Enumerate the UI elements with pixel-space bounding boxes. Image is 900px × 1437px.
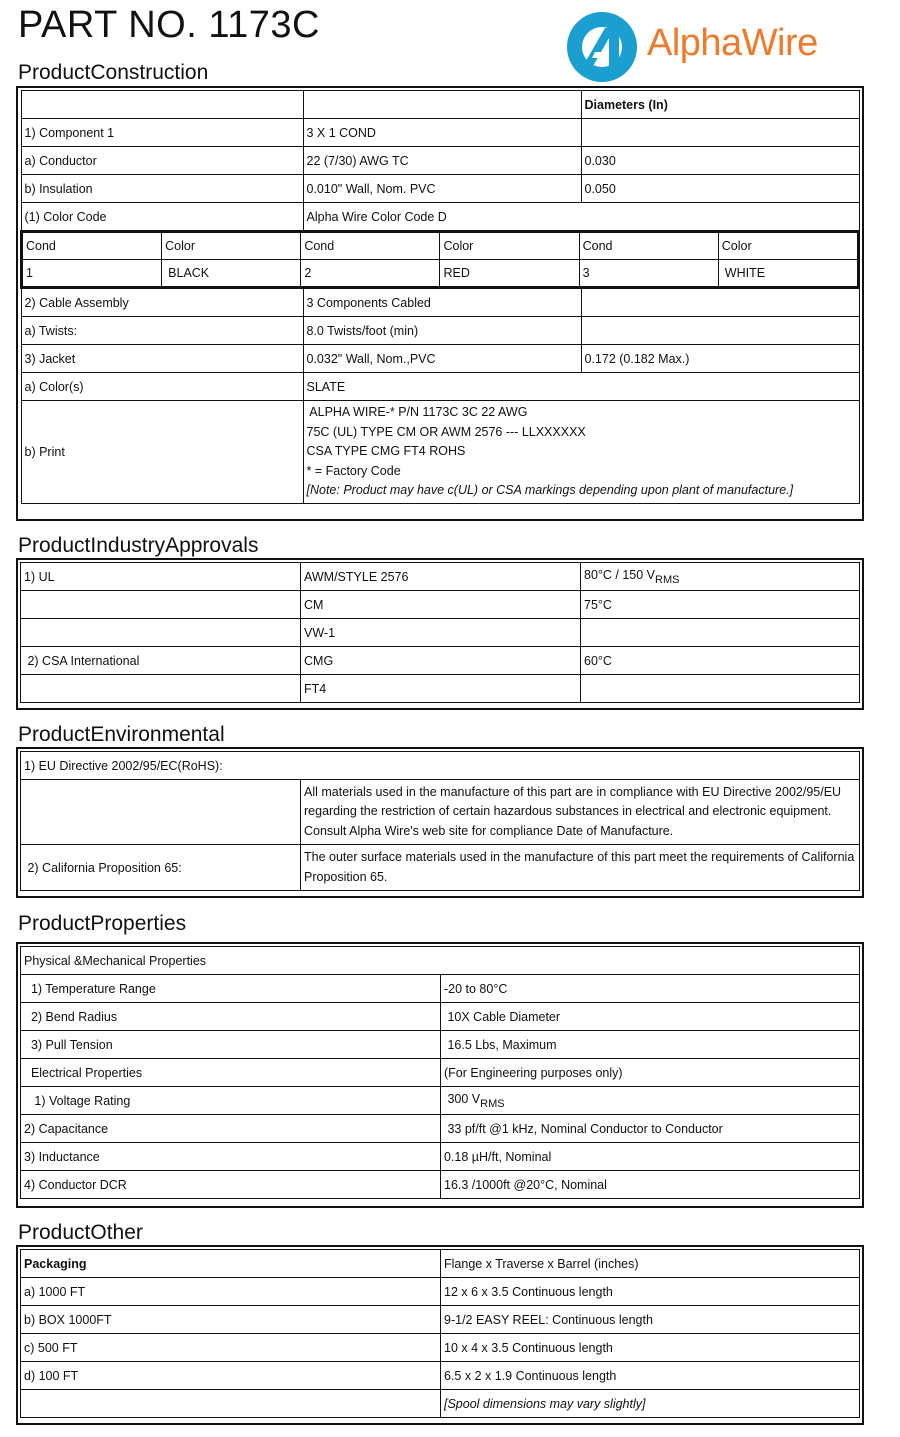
row-label: 4) Conductor DCR — [21, 1171, 441, 1199]
color-value-cell: 1 — [23, 260, 162, 287]
color-header-cell: Color — [718, 233, 857, 260]
table-row — [21, 373, 859, 401]
table-row — [21, 591, 860, 619]
row-label: c) 500 FT — [21, 1334, 441, 1362]
prop65-label: 2) California Proposition 65: — [21, 845, 301, 891]
row-label — [21, 619, 301, 647]
row-label: 3) Jacket — [21, 345, 303, 373]
table-row — [21, 1334, 860, 1362]
row-rating — [581, 619, 860, 647]
row-value: CMG — [301, 647, 581, 675]
row-value: 9-1/2 EASY REEL: Continuous length — [441, 1306, 860, 1334]
table-row — [21, 563, 860, 591]
row-value: 0.010" Wall, Nom. PVC — [303, 175, 581, 203]
prop65-text: The outer surface materials used in the manufacture of this part meet the requirements of California Proposition 65. — [301, 845, 860, 891]
row-diameter: 0.050 — [581, 175, 859, 203]
row-value: 12 x 6 x 3.5 Continuous length — [441, 1278, 860, 1306]
row-value: -20 to 80°C — [441, 975, 860, 1003]
section-title-environmental: ProductEnvironmental — [18, 723, 225, 746]
table-row — [21, 1031, 860, 1059]
voltage-subscript: RMS — [480, 1097, 505, 1110]
table-row — [21, 1115, 860, 1143]
row-diameter — [581, 317, 859, 345]
eu-directive-label: 1) EU Directive 2002/95/EC(RoHS): — [21, 752, 860, 780]
row-label: b) BOX 1000FT — [21, 1306, 441, 1334]
print-line: 75C (UL) TYPE CM OR AWM 2576 --- LLXXXXXX — [306, 424, 586, 439]
row-label: 3) Pull Tension — [21, 1031, 441, 1059]
spool-note: [Spool dimensions may vary slightly] — [441, 1390, 860, 1418]
row-value: 3 X 1 COND — [303, 119, 581, 147]
construction-table — [16, 86, 864, 521]
part-number-title: PART NO. 1173C — [18, 4, 320, 46]
row-value: 10X Cable Diameter — [441, 1003, 860, 1031]
row-diameter — [581, 288, 859, 317]
table-row — [21, 780, 860, 845]
row-value: VW-1 — [301, 619, 581, 647]
row-label: 2) Capacitance — [21, 1115, 441, 1143]
table-row — [21, 947, 860, 975]
table-row — [21, 1143, 860, 1171]
row-label: 1) UL — [21, 563, 301, 591]
row-label: a) Color(s) — [21, 373, 303, 401]
print-text — [303, 401, 859, 504]
color-value-cell: 2 — [301, 260, 440, 287]
table-row — [21, 752, 860, 780]
logo-wordmark: AlphaWire — [647, 22, 818, 64]
row-value: CM — [301, 591, 581, 619]
table-row — [21, 675, 860, 703]
voltage-text: 300 V — [444, 1091, 481, 1106]
row-label: 2) Cable Assembly — [21, 288, 303, 317]
row-diameter — [581, 119, 859, 147]
construction-header-row — [21, 91, 859, 119]
table-row — [21, 975, 860, 1003]
row-value: 8.0 Twists/foot (min) — [303, 317, 581, 345]
table-row — [21, 175, 859, 203]
alphawire-logo — [563, 8, 843, 84]
diameters-header: Diameters (In) — [581, 91, 859, 119]
color-header-cell: Color — [162, 233, 301, 260]
color-code-row — [21, 231, 859, 288]
row-label: b) Insulation — [21, 175, 303, 203]
environmental-table — [16, 747, 864, 898]
row-rating: 60°C — [581, 647, 860, 675]
table-row — [21, 1278, 860, 1306]
color-value-cell: RED — [440, 260, 579, 287]
print-label: b) Print — [21, 401, 303, 504]
row-value: 33 pf/ft @1 kHz, Nominal Conductor to Conductor — [441, 1115, 860, 1143]
table-row — [21, 1087, 860, 1115]
row-rating — [581, 675, 860, 703]
table-row — [21, 1306, 860, 1334]
table-row — [21, 288, 859, 317]
row-value: AWM/STYLE 2576 — [301, 563, 581, 591]
spool-dimensions-header: Flange x Traverse x Barrel (inches) — [441, 1250, 860, 1278]
row-label: 1) Component 1 — [21, 119, 303, 147]
row-diameter: 0.030 — [581, 147, 859, 175]
row-value: 16.3 /1000ft @20°C, Nominal — [441, 1171, 860, 1199]
row-label: 1) Temperature Range — [21, 975, 441, 1003]
section-title-construction: ProductConstruction — [18, 61, 209, 84]
table-row — [21, 119, 859, 147]
table-row — [21, 1362, 860, 1390]
table-row — [21, 345, 859, 373]
row-rating — [581, 563, 860, 591]
table-row — [21, 647, 860, 675]
rating-text: 80°C / 150 V — [584, 567, 656, 582]
row-value: 6.5 x 2 x 1.9 Continuous length — [441, 1362, 860, 1390]
color-code-header — [23, 233, 858, 260]
empty-cell — [21, 1390, 441, 1418]
color-code-table — [22, 232, 858, 287]
color-code-values — [23, 260, 858, 287]
row-label: (1) Color Code — [21, 203, 303, 232]
row-label: a) Twists: — [21, 317, 303, 345]
row-label: a) 1000 FT — [21, 1278, 441, 1306]
section-title-other: ProductOther — [18, 1221, 143, 1244]
table-row — [21, 317, 859, 345]
row-label: 3) Inductance — [21, 1143, 441, 1171]
row-label: 2) CSA International — [21, 647, 301, 675]
row-value: 0.032" Wall, Nom.,PVC — [303, 345, 581, 373]
row-value: (For Engineering purposes only) — [441, 1059, 860, 1087]
table-row — [21, 147, 859, 175]
row-label: a) Conductor — [21, 147, 303, 175]
approvals-table — [16, 558, 864, 710]
color-value-cell: WHITE — [718, 260, 857, 287]
table-row — [21, 619, 860, 647]
row-diameter: 0.172 (0.182 Max.) — [581, 345, 859, 373]
row-label: 1) Voltage Rating — [21, 1087, 441, 1115]
other-table — [16, 1245, 864, 1425]
print-row — [21, 401, 859, 504]
row-value: Alpha Wire Color Code D — [303, 203, 859, 232]
section-title-properties: ProductProperties — [18, 912, 187, 935]
color-header-cell: Cond — [301, 233, 440, 260]
row-value: 3 Components Cabled — [303, 288, 581, 317]
color-value-cell: 3 — [579, 260, 718, 287]
row-label: d) 100 FT — [21, 1362, 441, 1390]
row-value — [441, 1087, 860, 1115]
color-header-cell: Color — [440, 233, 579, 260]
row-label — [21, 591, 301, 619]
table-row — [21, 1390, 860, 1418]
row-value: 10 x 4 x 3.5 Continuous length — [441, 1334, 860, 1362]
physical-mechanical-header: Physical &Mechanical Properties — [21, 947, 860, 975]
properties-table — [16, 942, 864, 1208]
row-value: FT4 — [301, 675, 581, 703]
row-value: 0.18 µH/ft, Nominal — [441, 1143, 860, 1171]
print-line: ALPHA WIRE-* P/N 1173C 3C 22 AWG — [306, 405, 528, 419]
empty-cell — [21, 780, 301, 845]
table-row — [21, 1171, 860, 1199]
packaging-header: Packaging — [21, 1250, 441, 1278]
table-row — [21, 845, 860, 891]
table-row — [21, 1003, 860, 1031]
row-label: 2) Bend Radius — [21, 1003, 441, 1031]
row-value: 22 (7/30) AWG TC — [303, 147, 581, 175]
color-header-cell: Cond — [579, 233, 718, 260]
row-label: Electrical Properties — [21, 1059, 441, 1087]
rating-subscript: RMS — [655, 573, 680, 586]
color-header-cell: Cond — [23, 233, 162, 260]
alphawire-logo-icon — [563, 8, 641, 86]
print-line: CSA TYPE CMG FT4 ROHS — [306, 444, 466, 458]
row-value: 16.5 Lbs, Maximum — [441, 1031, 860, 1059]
table-row — [21, 1250, 860, 1278]
print-note: [Note: Product may have c(UL) or CSA markings depending upon plant of manufacture.] — [306, 483, 794, 497]
color-value-cell: BLACK — [162, 260, 301, 287]
eu-directive-text: All materials used in the manufacture of this part are in compliance with EU Directive 2002/95/EU regarding the restriction of certain hazardous substances in electrical and electronic equipment. Consult Alpha Wire's web site for compliance Date of Manufacture. — [301, 780, 860, 845]
row-rating: 75°C — [581, 591, 860, 619]
row-value: SLATE — [303, 373, 859, 401]
table-row — [21, 1059, 860, 1087]
section-title-approvals: ProductIndustryApprovals — [18, 534, 259, 557]
row-label — [21, 675, 301, 703]
table-row — [21, 203, 859, 232]
print-line: * = Factory Code — [306, 463, 401, 478]
